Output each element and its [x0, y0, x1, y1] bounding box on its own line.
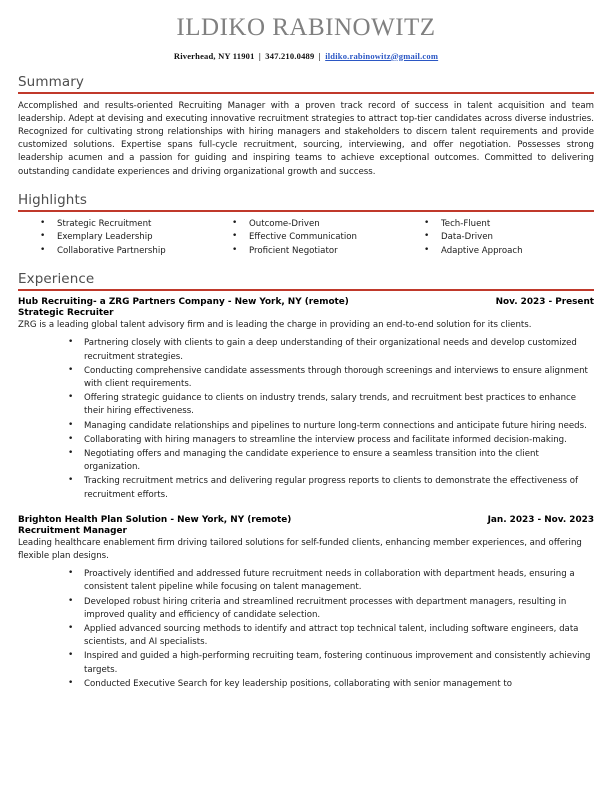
list-item: • Offering strategic guidance to clients on industry trends, salary trends, and recruitment best practices to enhance their hiring effectiveness. [68, 392, 594, 418]
list-item: • Managing candidate relationships and pipelines to nurture long-term connections and anticipate future hiring needs. [68, 420, 594, 433]
contact-line [18, 51, 594, 61]
experience-entry [18, 297, 594, 502]
experience-divider [18, 289, 594, 291]
experience-entry [18, 515, 594, 691]
list-item: • Negotiating offers and managing the candidate experience to ensure a seamless transition into the client organization. [68, 448, 594, 474]
experience-heading: Experience [18, 271, 95, 288]
list-item: • Inspired and guided a high-performing recruiting team, fostering continuous improvement and consistently achieving targets. [68, 650, 594, 676]
resume-header [18, 14, 594, 61]
summary-heading: Summary [18, 73, 84, 90]
company-description: Leading healthcare enablement firm driving tailored solutions for self-funded clients, enhancing member experiences, and offering flexible plan designs. [18, 537, 582, 562]
employment-dates: Jan. 2023 - Nov. 2023 [487, 514, 594, 525]
list-item: • Tech-Fluent [424, 218, 594, 232]
section-experience [18, 271, 594, 691]
list-item: • Proactively identified and addressed future recruitment needs in collaboration with department heads, ensuring a consistent talent pipeline while focusing on talent management. [68, 568, 594, 594]
list-item: • Effective Communication [232, 231, 402, 245]
employer-name: Hub Recruiting- a ZRG Partners Company - New York, NY (remote) [18, 297, 349, 308]
list-item: • Conducting comprehensive candidate assessments through thorough screenings and interviews to ensure alignment with client requirements. [68, 365, 594, 391]
contact-separator-1: | [258, 50, 261, 61]
list-item: • Adaptive Approach [424, 245, 594, 259]
list-item: • Conducted Executive Search for key leadership positions, collaborating with senior management to [68, 678, 594, 691]
experience-entry-header [18, 297, 594, 307]
list-item: • Strategic Recruitment [40, 218, 210, 232]
highlights-divider [18, 210, 594, 212]
highlights-columns [18, 218, 594, 259]
list-item: • Partnering closely with clients to gain a deep understanding of their organizational needs and develop customized recruitment strategies. [68, 337, 594, 363]
list-item: • Outcome-Driven [232, 218, 402, 232]
list-item: • Exemplary Leadership [40, 231, 210, 245]
highlights-heading: Highlights [18, 191, 87, 208]
resume-page [0, 14, 612, 806]
list-item: • Developed robust hiring criteria and streamlined recruitment processes with department managers, resulting in improved quality and efficiency of candidate selection. [68, 596, 594, 622]
candidate-name: ILDIKO RABINOWITZ [176, 14, 436, 41]
summary-paragraph: Accomplished and results-oriented Recruiting Manager with a proven track record of success in talent acquisition and team leadership. Adept at devising and executing innovative recruitment strategies to attract top-tier candidates across diverse industries. Recognized for cultivating strong relationships with hiring managers and stakeholders to discern talent requirements and provide customized solutions. Expertise spans full-cycle recruitment, sourcing, interviewing, and offer negotiation. Possesses strong leadership acumen and a passion for guiding and inspiring teams to achieve exceptional outcomes. Committed to delivering outstanding candidate experiences and driving organizational growth and success. [18, 100, 594, 177]
summary-divider [18, 92, 594, 94]
employment-dates: Nov. 2023 - Present [495, 297, 594, 308]
section-highlights [18, 192, 594, 259]
list-item: • Data-Driven [424, 231, 594, 245]
company-description: ZRG is a leading global talent advisory firm and is leading the charge in providing an end-to-end solution for its clients. [18, 320, 532, 331]
section-summary [18, 74, 594, 179]
job-title: Strategic Recruiter [18, 308, 114, 319]
contact-separator-2: | [318, 50, 321, 61]
list-item: • Tracking recruitment metrics and delivering regular progress reports to clients to demonstrate the effectiveness of recruitment efforts. [68, 475, 594, 501]
list-item: • Collaborative Partnership [40, 245, 210, 259]
list-item: • Applied advanced sourcing methods to identify and attract top technical talent, including software engineers, data scientists, and AI specialists. [68, 623, 594, 649]
employer-name: Brighton Health Plan Solution - New York, NY (remote) [18, 514, 292, 525]
highlights-column [210, 218, 402, 259]
job-title: Recruitment Manager [18, 525, 127, 536]
experience-entry-header [18, 515, 594, 525]
highlights-column [18, 218, 210, 259]
contact-phone: 347.210.0489 [265, 50, 315, 61]
list-item: • Proficient Negotiator [232, 245, 402, 259]
list-item: • Collaborating with hiring managers to streamline the interview process and facilitate informed decision-making. [68, 434, 594, 447]
responsibility-list [18, 337, 594, 501]
highlights-column [402, 218, 594, 259]
responsibility-list [18, 568, 594, 691]
contact-email-link[interactable]: ildiko.rabinowitz@gmail.com [325, 50, 439, 61]
contact-location: Riverhead, NY 11901 [173, 50, 255, 61]
